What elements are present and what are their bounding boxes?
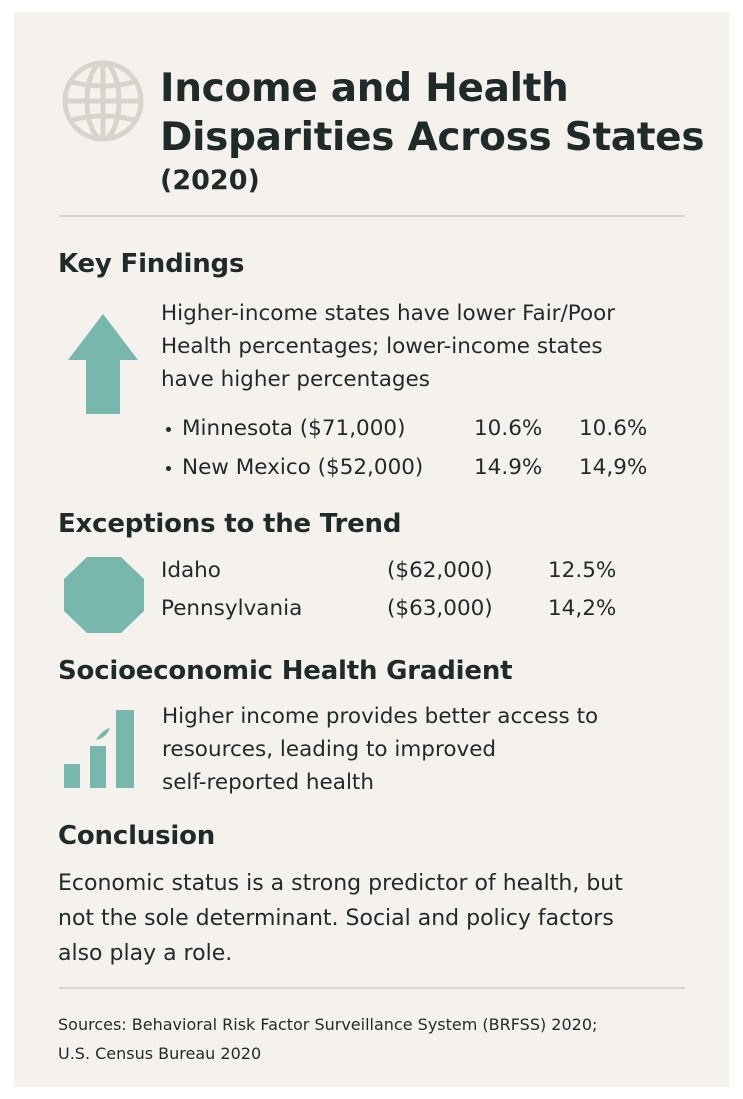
exception-row-income: ($63,000) (387, 596, 493, 621)
finding-row-value-a: 14.9% (474, 455, 543, 480)
finding-row-value-a: 10.6% (474, 416, 543, 441)
page-title (160, 64, 704, 162)
footer-divider (59, 987, 685, 989)
conclusion-heading: Conclusion (58, 821, 216, 851)
header-divider (59, 215, 685, 217)
gradient-text (162, 700, 598, 799)
exception-row-state: Pennsylvania (161, 596, 303, 621)
exceptions-heading: Exceptions to the Trend (58, 509, 402, 539)
conclusion-line: not the sole determinant. Social and policy factors (58, 906, 614, 931)
finding-row-value-b: 10.6% (579, 416, 648, 441)
sources-note (58, 1010, 597, 1068)
bullet-icon (166, 466, 171, 471)
bullet-icon (166, 427, 171, 432)
sources-line: Sources: Behavioral Risk Factor Surveillance System (BRFSS) 2020; (58, 1015, 598, 1034)
finding-row-state: New Mexico ($52,000) (182, 455, 424, 480)
gradient-line: Higher income provides better access to (162, 704, 599, 729)
arrow-up-icon (67, 312, 139, 414)
gradient-heading: Socioeconomic Health Gradient (58, 656, 513, 686)
exception-row-value: 12.5% (548, 558, 617, 583)
finding-row-state: Minnesota ($71,000) (182, 416, 406, 441)
conclusion-text (58, 866, 623, 971)
page-subtitle: (2020) (160, 165, 260, 196)
octagon-icon (63, 556, 145, 634)
conclusion-line: also play a role. (58, 941, 233, 966)
exception-row-income: ($62,000) (387, 558, 493, 583)
exception-row-value: 14,2% (548, 596, 617, 621)
key-findings-line: Higher-income states have lower Fair/Poor (161, 301, 616, 326)
exception-row-state: Idaho (161, 558, 221, 583)
key-findings-heading: Key Findings (58, 249, 245, 279)
globe-icon (60, 58, 146, 144)
key-findings-line: have higher percentages (161, 367, 430, 392)
gradient-line: self-reported health (162, 770, 374, 795)
sources-line: U.S. Census Bureau 2020 (58, 1044, 262, 1063)
title-line-1: Income and Health (160, 66, 569, 111)
gradient-line: resources, leading to improved (162, 737, 497, 762)
title-line-2: Disparities Across States (160, 115, 705, 160)
key-findings-text (161, 297, 615, 396)
conclusion-line: Economic status is a strong predictor of health, but (58, 871, 623, 896)
key-findings-line: Health percentages; lower-income states (161, 334, 603, 359)
bar-chart-icon (62, 708, 138, 788)
finding-row-value-b: 14,9% (579, 455, 648, 480)
infographic-card (14, 12, 729, 1087)
